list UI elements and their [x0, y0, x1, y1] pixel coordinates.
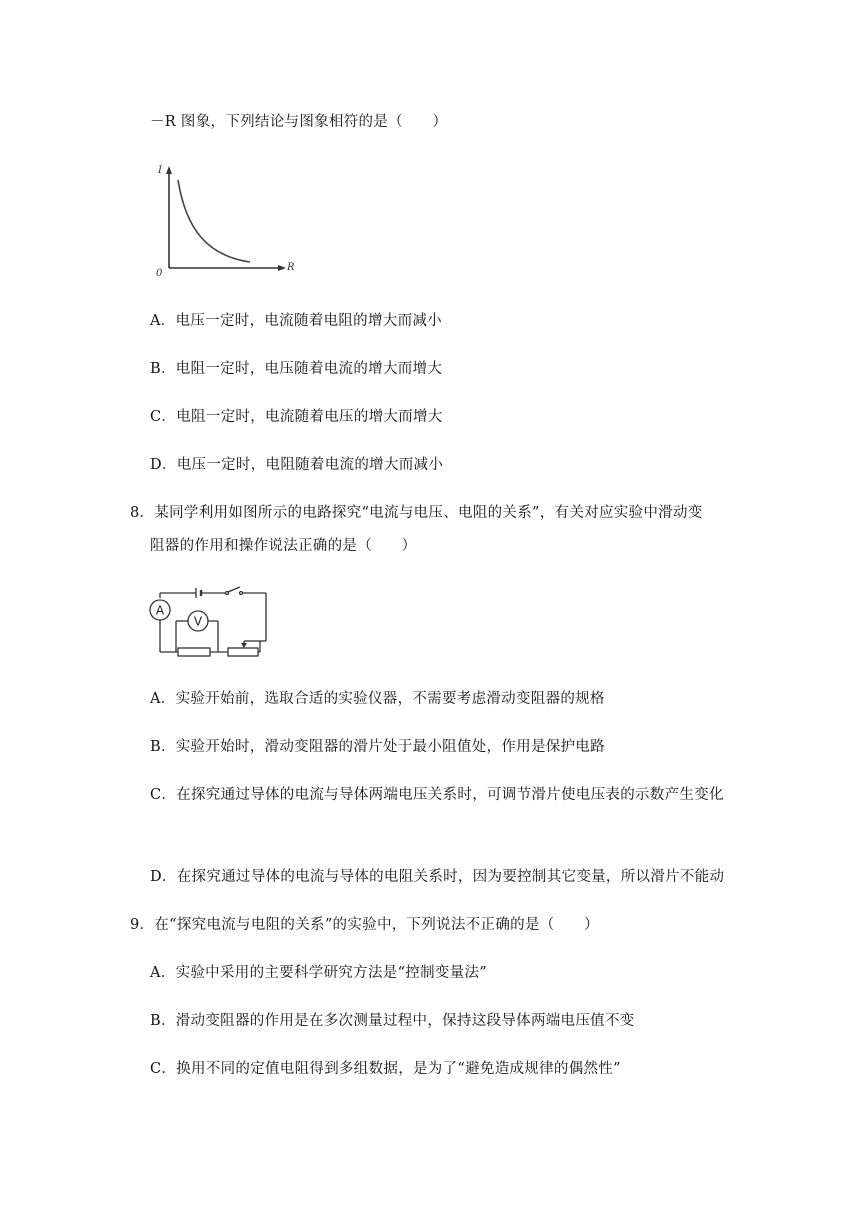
q8-option-c: C．在探究通过导体的电流与导体两端电压关系时，可调节滑片使电压表的示数产生变化: [150, 787, 724, 803]
q8-option-b: B．实验开始时，滑动变阻器的滑片处于最小阻值处，作用是保护电路: [150, 739, 605, 755]
q9-option-a: A．实验中采用的主要科学研究方法是“控制变量法”: [150, 965, 487, 981]
q9-stem: 9．在“探究电流与电阻的关系”的实验中，下列说法不正确的是（ ）: [130, 917, 599, 933]
q7-option-d: D．电压一定时，电阻随着电流的增大而减小: [150, 457, 444, 473]
circuit-diagram: [148, 584, 274, 662]
i-r-graph: [150, 158, 300, 280]
q7-stem-tail: －R 图象，下列结论与图象相符的是（ ）: [150, 114, 448, 130]
q8-option-a: A．实验开始前，选取合适的实验仪器，不需要考虑滑动变阻器的规格: [150, 691, 605, 707]
q7-option-a: A．电压一定时，电流随着电阻的增大而减小: [150, 313, 442, 329]
q9-option-b: B．滑动变阻器的作用是在多次测量过程中，保持这段导体两端电压值不变: [150, 1013, 635, 1029]
ammeter-label: A: [155, 603, 165, 618]
y-axis-label: I: [158, 165, 162, 176]
q9-option-c: C．换用不同的定值电阻得到多组数据，是为了“避免造成规律的偶然性”: [150, 1061, 621, 1077]
q7-option-b: B．电阻一定时，电压随着电流的增大而增大: [150, 361, 443, 377]
voltmeter-label: V: [193, 614, 203, 629]
q8-stem-line2: 阻器的作用和操作说法正确的是（ ）: [150, 538, 417, 554]
x-axis-label: R: [287, 262, 295, 273]
q8-stem-line1: 8．某同学利用如图所示的电路探究“电流与电压、电阻的关系”，有关对应实验中滑动变: [130, 505, 703, 521]
q7-option-c: C．电阻一定时，电流随着电压的增大而增大: [150, 409, 443, 425]
origin-label: 0: [156, 268, 163, 279]
q8-option-d: D．在探究通过导体的电流与导体的电阻关系时，因为要控制其它变量，所以滑片不能动: [150, 869, 725, 885]
